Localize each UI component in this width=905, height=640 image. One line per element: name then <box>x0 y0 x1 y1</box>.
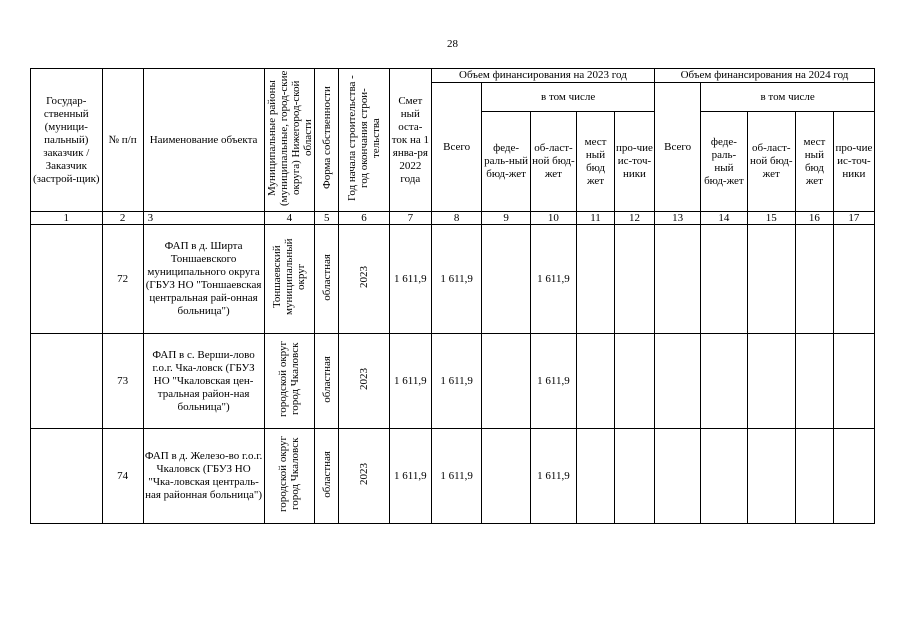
local-2023-cell <box>577 225 615 334</box>
header-customer: Государ-ственный (муници-пальный) заказчик / Заказчик (застрой-щик) <box>31 69 103 212</box>
col-number: 16 <box>795 212 833 225</box>
customer-cell <box>31 334 103 429</box>
row-number: 72 <box>102 225 143 334</box>
col-number: 6 <box>339 212 390 225</box>
federal-2024-cell <box>701 225 747 334</box>
federal-2023-cell <box>482 429 530 524</box>
col-number: 7 <box>389 212 431 225</box>
header-regional-2024: об-ласт-ной бюд-жет <box>747 112 795 212</box>
table-row <box>31 334 875 429</box>
regional-2023-cell: 1 611,9 <box>530 334 576 429</box>
customer-cell <box>31 225 103 334</box>
customer-cell <box>31 429 103 524</box>
local-2024-cell <box>795 334 833 429</box>
district-cell: городской округ город Чкаловск <box>264 429 315 524</box>
total-2024-cell <box>654 334 700 429</box>
header-estimate: Смет ный оста-ток на 1 янва-ря 2022 года <box>389 69 431 212</box>
local-2023-cell <box>577 429 615 524</box>
total-2023-cell: 1 611,9 <box>431 334 482 429</box>
col-number: 2 <box>102 212 143 225</box>
header-federal-2024: феде-раль-ный бюд-жет <box>701 112 747 212</box>
page-number: 28 <box>447 38 458 50</box>
header-in-which-2023: в том числе <box>482 83 655 112</box>
header-federal-2023: феде-раль-ный бюд-жет <box>482 112 530 212</box>
col-number: 10 <box>530 212 576 225</box>
header-in-which-2024: в том числе <box>701 83 875 112</box>
year-cell: 2023 <box>339 334 390 429</box>
table-row <box>31 225 875 334</box>
object-name: ФАП в с. Верши-лово г.о.г. Чка-ловск (ГБУЗ НО "Чкаловская цен-тральная район-ная больница") <box>143 334 264 429</box>
financing-table <box>30 68 875 524</box>
local-2024-cell <box>795 225 833 334</box>
ownership-cell: областная <box>315 225 339 334</box>
ownership-cell: областная <box>315 334 339 429</box>
header-other-2023: про-чие ис-точ-ники <box>614 112 654 212</box>
estimate-cell: 1 611,9 <box>389 334 431 429</box>
col-number: 17 <box>833 212 874 225</box>
year-cell: 2023 <box>339 225 390 334</box>
col-number: 3 <box>143 212 264 225</box>
col-number: 4 <box>264 212 315 225</box>
federal-2023-cell <box>482 334 530 429</box>
other-2024-cell <box>833 334 874 429</box>
col-number: 8 <box>431 212 482 225</box>
header-total-2024: Всего <box>654 83 700 212</box>
estimate-cell: 1 611,9 <box>389 225 431 334</box>
regional-2024-cell <box>747 225 795 334</box>
col-number: 11 <box>577 212 615 225</box>
total-2023-cell: 1 611,9 <box>431 429 482 524</box>
federal-2024-cell <box>701 429 747 524</box>
row-number: 73 <box>102 334 143 429</box>
object-name: ФАП в д. Железо-во г.о.г. Чкаловск (ГБУЗ НО "Чка-ловская централь-ная районная больница") <box>143 429 264 524</box>
table-row <box>31 429 875 524</box>
header-regional-2023: об-ласт-ной бюд-жет <box>530 112 576 212</box>
header-ownership: Форма собственности <box>315 69 339 212</box>
col-number: 9 <box>482 212 530 225</box>
estimate-cell: 1 611,9 <box>389 429 431 524</box>
col-number: 15 <box>747 212 795 225</box>
local-2024-cell <box>795 429 833 524</box>
col-number: 13 <box>654 212 700 225</box>
header-years: Год начала строительства - год окончания строи-тельства <box>339 69 390 212</box>
header-financing-2024: Объем финансирования на 2024 год <box>654 69 874 83</box>
header-row-1 <box>31 69 875 83</box>
header-other-2024: про-чие ис-точ-ники <box>833 112 874 212</box>
col-number: 12 <box>614 212 654 225</box>
total-2023-cell: 1 611,9 <box>431 225 482 334</box>
header-district: Муниципальные районы (муниципальные, город-ские округа) Нижегород-ской области <box>264 69 315 212</box>
other-2024-cell <box>833 225 874 334</box>
year-cell: 2023 <box>339 429 390 524</box>
header-financing-2023: Объем финансирования на 2023 год <box>431 69 654 83</box>
total-2024-cell <box>654 225 700 334</box>
col-number: 1 <box>31 212 103 225</box>
regional-2024-cell <box>747 334 795 429</box>
header-total-2023: Всего <box>431 83 482 212</box>
federal-2024-cell <box>701 334 747 429</box>
header-local-2023: мест ный бюд жет <box>577 112 615 212</box>
col-number: 5 <box>315 212 339 225</box>
federal-2023-cell <box>482 225 530 334</box>
column-numbers-row <box>31 212 875 225</box>
ownership-cell: областная <box>315 429 339 524</box>
total-2024-cell <box>654 429 700 524</box>
other-2024-cell <box>833 429 874 524</box>
local-2023-cell <box>577 334 615 429</box>
other-2023-cell <box>614 429 654 524</box>
header-object-name: Наименование объекта <box>143 69 264 212</box>
regional-2023-cell: 1 611,9 <box>530 429 576 524</box>
district-cell: Тоншаевский муниципальный округ <box>264 225 315 334</box>
regional-2024-cell <box>747 429 795 524</box>
other-2023-cell <box>614 225 654 334</box>
header-number: № п/п <box>102 69 143 212</box>
object-name: ФАП в д. Ширта Тоншаевского муниципального округа (ГБУЗ НО "Тоншаевская центральная рай-онная больница") <box>143 225 264 334</box>
other-2023-cell <box>614 334 654 429</box>
col-number: 14 <box>701 212 747 225</box>
row-number: 74 <box>102 429 143 524</box>
district-cell: городской округ город Чкаловск <box>264 334 315 429</box>
regional-2023-cell: 1 611,9 <box>530 225 576 334</box>
header-local-2024: мест ный бюд жет <box>795 112 833 212</box>
